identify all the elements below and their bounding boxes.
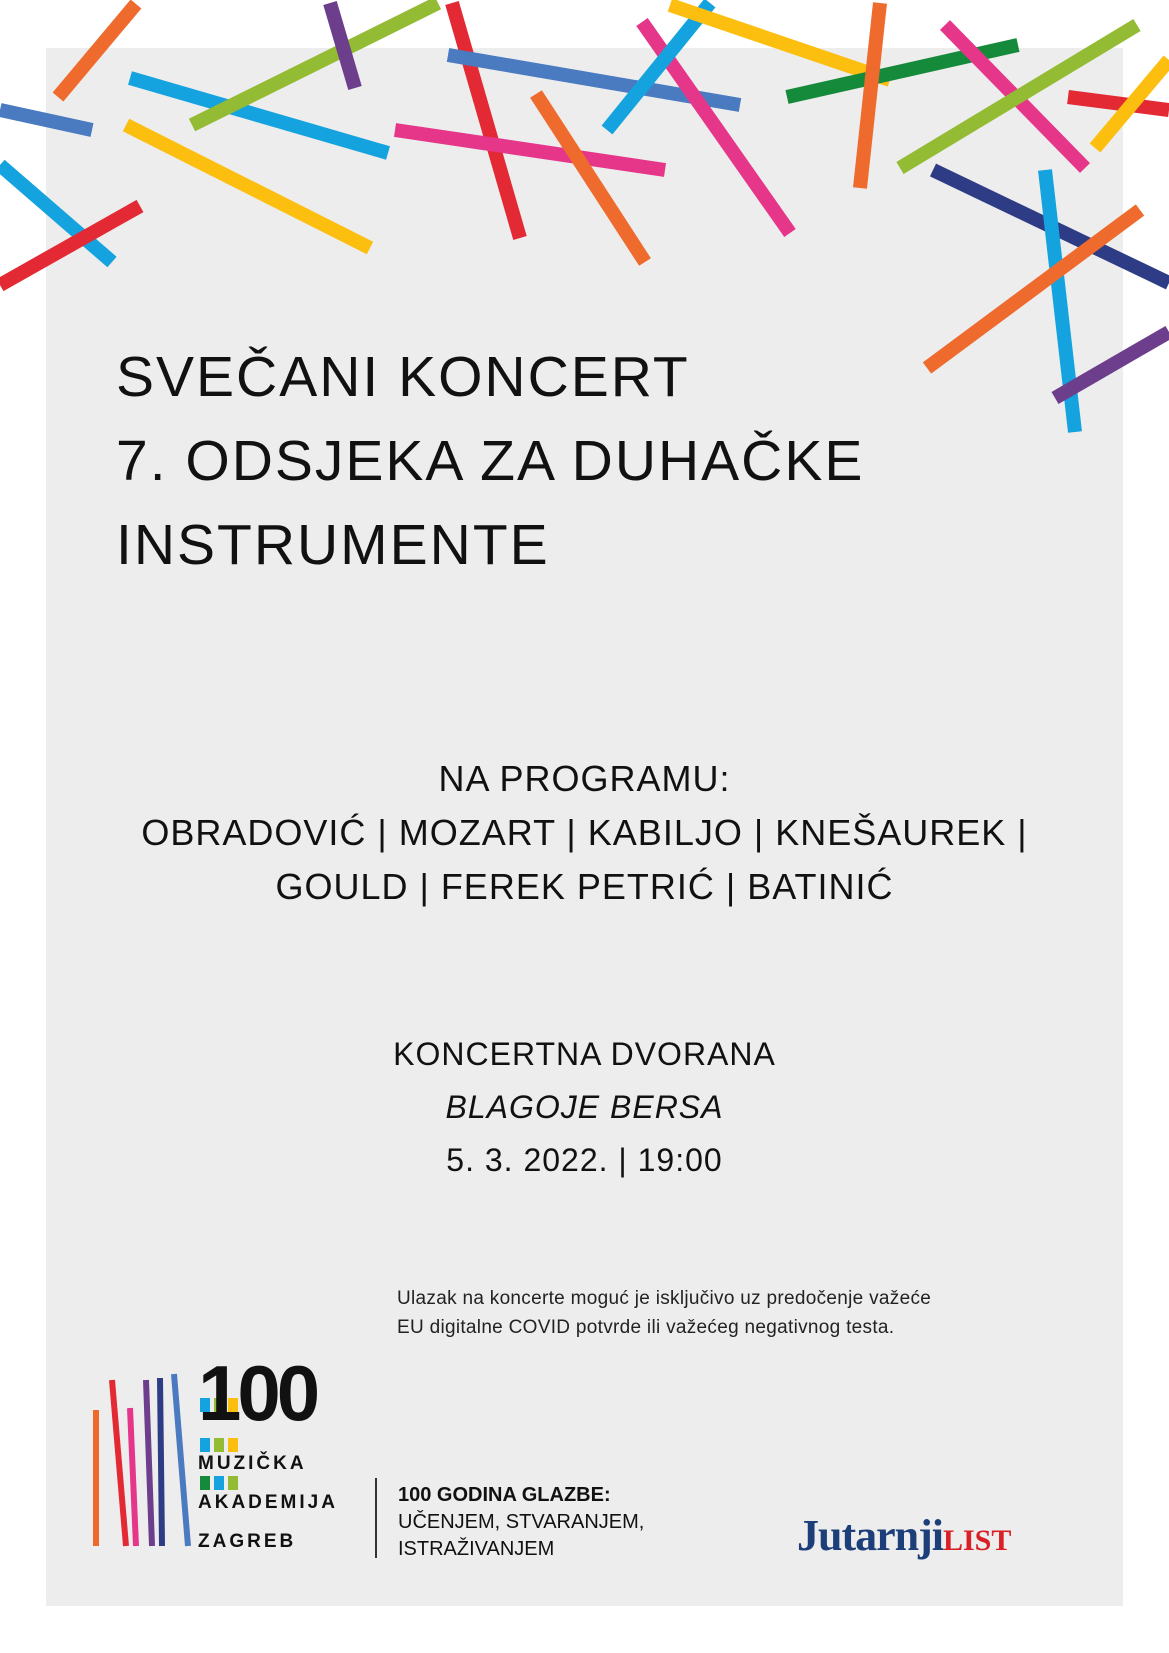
logo-bar [146, 1380, 152, 1546]
stick [0, 110, 92, 130]
concert-title [116, 335, 864, 587]
logo-divider [375, 1478, 377, 1558]
anniversary-motto [398, 1482, 644, 1563]
logo-bar [174, 1374, 188, 1546]
logo-word-2: AKADEMIJA [198, 1492, 338, 1513]
venue-hall: KONCERTNA DVORANA [393, 1036, 776, 1072]
logo-word-1: MUZIČKA [198, 1453, 307, 1474]
stick [452, 3, 520, 238]
program-composers-1: OBRADOVIĆ | MOZART | KABILJO | KNEŠAUREK | [141, 812, 1028, 853]
logo-word-3: ZAGREB [198, 1531, 297, 1552]
stick [860, 3, 880, 188]
title-line-1: SVEČANI KONCERT [116, 345, 690, 409]
covid-notice [397, 1284, 931, 1342]
stick [58, 4, 136, 97]
stick [1068, 97, 1169, 110]
stick [927, 210, 1140, 368]
sponsor-name-part-1: Jutarnji [797, 1511, 943, 1560]
stick [192, 3, 438, 125]
logo-bar [160, 1378, 162, 1546]
notice-line-1: Ulazak na koncerte moguć je isključivo uz predočenje važeće [397, 1288, 932, 1309]
stick [395, 130, 665, 170]
logo-100: 100 [198, 1349, 317, 1437]
sponsor-name-part-2: LIST [943, 1524, 1012, 1557]
program-composers-2: GOULD | FEREK PETRIĆ | BATINIĆ [275, 866, 894, 907]
stick [670, 5, 890, 80]
motto-line-2: UČENJEM, STVARANJEM, [398, 1511, 645, 1533]
logo-bar [130, 1408, 136, 1546]
notice-line-2: EU digitalne COVID potvrde ili važećeg negativnog testa. [397, 1317, 895, 1338]
program-heading: NA PROGRAMU: [438, 758, 731, 799]
sponsor-logo-jutarnji-list [797, 1510, 1011, 1561]
program-section [46, 752, 1123, 914]
motto-line-1: 100 GODINA GLAZBE: [398, 1484, 611, 1506]
stick [536, 94, 645, 262]
logo-bar [112, 1380, 126, 1546]
venue-name: BLAGOJE BERSA [445, 1089, 724, 1125]
stick [607, 3, 710, 130]
event-datetime: 5. 3. 2022. | 19:00 [446, 1142, 723, 1178]
title-line-2: 7. ODSJEKA ZA DUHAČKE [116, 429, 865, 493]
logo-wordmark [198, 1444, 338, 1561]
title-line-3: INSTRUMENTE [116, 513, 550, 577]
venue-section [46, 1028, 1123, 1187]
motto-line-3: ISTRAŽIVANJEM [398, 1538, 555, 1560]
